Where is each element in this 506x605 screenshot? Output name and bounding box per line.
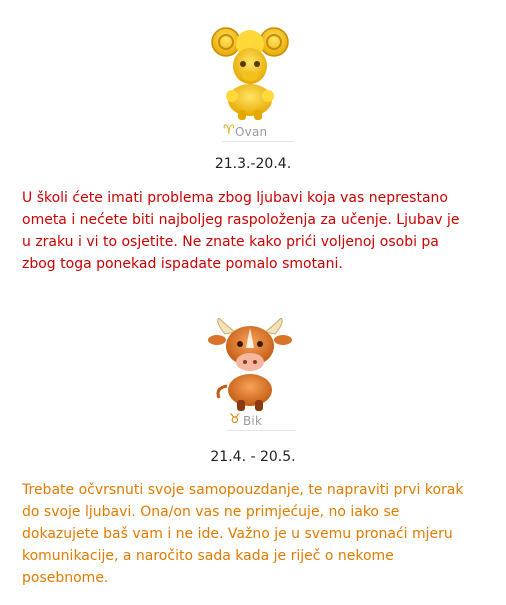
taurus-text-line: do svoje ljubavi. Ona/on vas ne primjećuje, no iako se: [22, 504, 400, 520]
aries-horoscope-text: [22, 187, 476, 275]
taurus-illustration: [205, 318, 295, 413]
taurus-glyph: ♉: [229, 412, 241, 427]
aries-glyph: ♈: [223, 123, 235, 138]
aries-text-line: U školi ćete imati problema zbog ljubavi koja vas neprestano: [22, 190, 448, 206]
taurus-date: 21.4. - 20.5.: [210, 449, 296, 465]
aries-name: Ovan: [235, 125, 268, 139]
aries-text-line: zbog toga ponekad ispadate pomalo smotani.: [22, 256, 343, 272]
taurus-text-line: dokazujete baš vam i ne ide. Važno je u svemu pronaći mjeru: [22, 526, 453, 542]
aries-text-line: ometa i nećete biti najboljeg raspoloženja za učenje. Ljubav je: [22, 212, 460, 228]
aries-date: 21.3.-20.4.: [214, 156, 292, 172]
aries-text-line: u zraku i vi to osjetite. Ne znate kako prići voljenoj osobi pa: [22, 234, 439, 250]
taurus-text-line: posebnome.: [22, 570, 109, 586]
taurus-text-line: Trebate očvrsnuti svoje samopouzdanje, te napraviti prvi korak: [22, 482, 464, 498]
taurus-underline: [226, 430, 296, 431]
aries-illustration: [210, 22, 290, 122]
aries-underline: [222, 141, 294, 142]
ram-icon: [210, 22, 290, 122]
taurus-name: Bik: [243, 414, 263, 428]
taurus-text-line: komunikacije, a naročito sada kada je riječ o nekome: [22, 548, 394, 564]
bull-icon: [205, 318, 295, 413]
taurus-horoscope-text: [22, 479, 476, 589]
